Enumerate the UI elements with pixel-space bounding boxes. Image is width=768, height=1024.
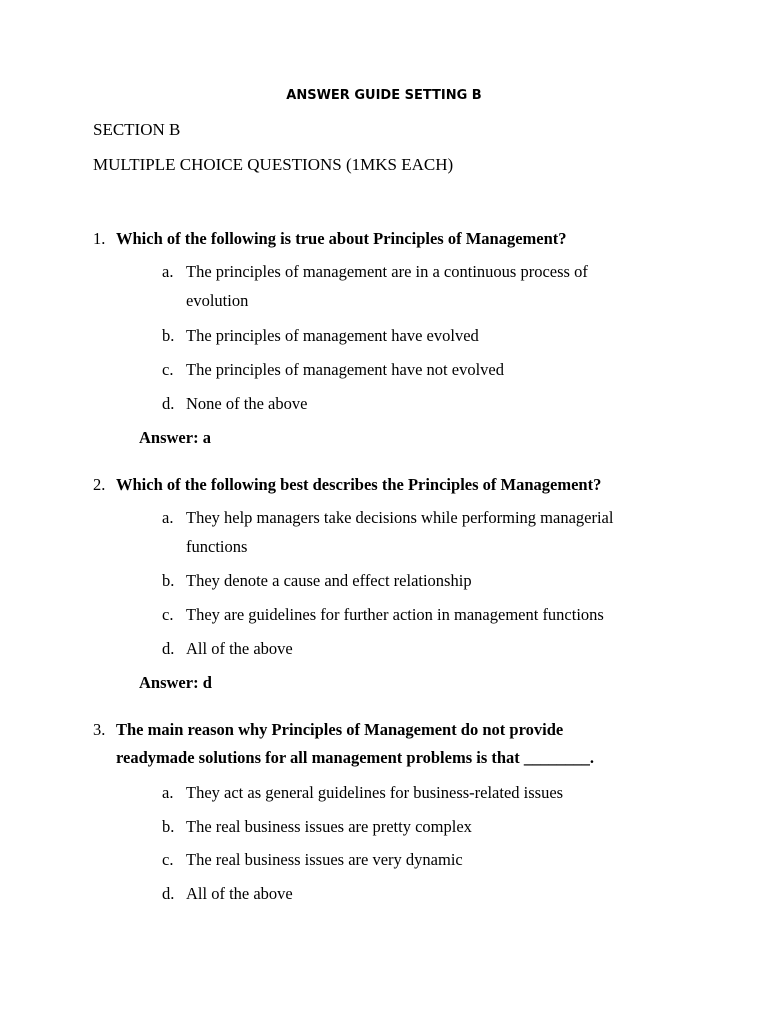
option-letter: b. [162, 571, 175, 590]
option-text: The principles of management are in a continuous process of [186, 262, 588, 281]
option-letter: a. [162, 783, 174, 802]
option-text: They act as general guidelines for business-related issues [186, 783, 564, 802]
section-heading: SECTION B [93, 120, 181, 139]
option-letter: b. [162, 326, 175, 345]
option-text: The principles of management have not evolved [186, 360, 504, 379]
option-text: They are guidelines for further action in management functions [186, 605, 604, 624]
option-text: They denote a cause and effect relationship [186, 571, 472, 590]
question-text: Which of the following best describes the Principles of Management? [116, 475, 602, 494]
option-text: None of the above [186, 394, 308, 413]
question-number: 1. [93, 229, 106, 248]
answer-1: Answer: a [139, 428, 211, 447]
question-text: readymade solutions for all management problems is that ________. [116, 748, 595, 767]
option-letter: b. [162, 817, 175, 836]
section-subheading: MULTIPLE CHOICE QUESTIONS (1MKS EACH) [93, 155, 454, 174]
question-number: 2. [93, 475, 106, 494]
option-text: The principles of management have evolved [186, 326, 479, 345]
option-text: evolution [186, 291, 249, 310]
option-letter: d. [162, 394, 175, 413]
option-text: All of the above [186, 639, 293, 658]
answer-2: Answer: d [139, 673, 212, 692]
option-text: The real business issues are pretty complex [186, 817, 472, 836]
question-text: The main reason why Principles of Management do not provide [116, 720, 564, 739]
option-letter: a. [162, 262, 174, 281]
question-number: 3. [93, 720, 106, 739]
option-letter: c. [162, 605, 174, 624]
option-text: All of the above [186, 884, 293, 903]
option-letter: a. [162, 508, 174, 527]
option-letter: d. [162, 639, 175, 658]
question-text: Which of the following is true about Principles of Management? [116, 229, 567, 248]
option-text: functions [186, 537, 248, 556]
option-text: They help managers take decisions while performing managerial [186, 508, 614, 527]
option-letter: c. [162, 850, 174, 869]
option-letter: c. [162, 360, 174, 379]
document-title: ANSWER GUIDE SETTING B [286, 88, 482, 103]
option-letter: d. [162, 884, 175, 903]
option-text: The real business issues are very dynamic [186, 850, 463, 869]
